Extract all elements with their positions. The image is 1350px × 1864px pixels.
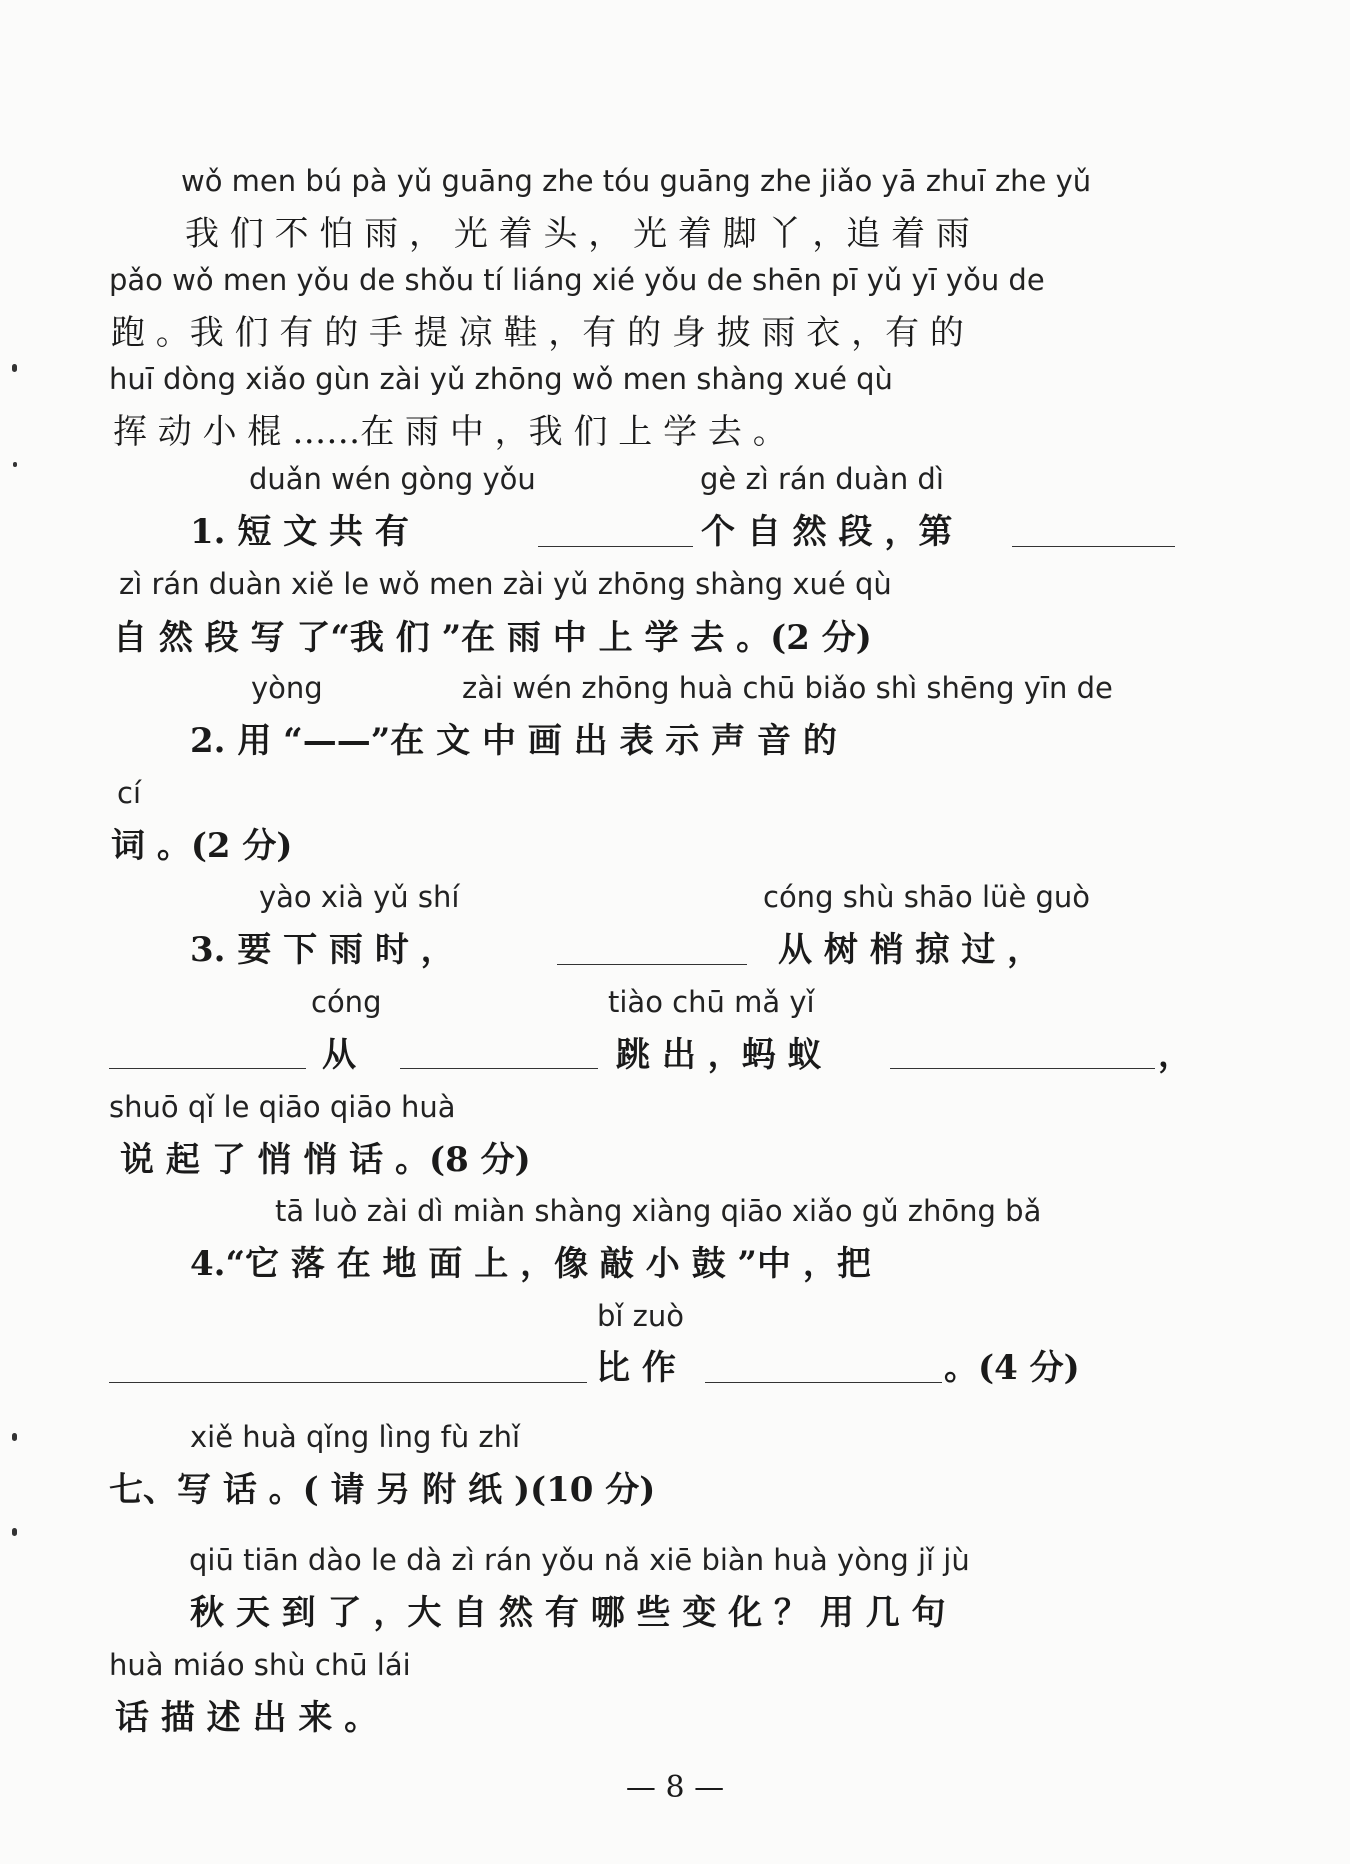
q4-answer-blank-2[interactable]: [705, 1382, 942, 1383]
q2-pinyin-c: cí: [117, 776, 142, 810]
q1-answer-blank-2[interactable]: [1012, 546, 1175, 547]
q4-text-b: 比 作: [596, 1348, 676, 1388]
q3-text-e: ，: [1158, 1035, 1192, 1075]
q4-answer-blank-1[interactable]: [109, 1382, 587, 1383]
q3-pinyin-c: cóng: [311, 985, 382, 1019]
q1-pinyin-b: gè zì rán duàn dì: [700, 462, 944, 496]
q3-text-b: 从 树 梢 掠 过 ，: [778, 930, 1042, 970]
passage-line1-text: 我 们 不 怕 雨 ， 光 着 头 ， 光 着 脚 丫 ，追 着 雨: [185, 214, 970, 254]
q4-pinyin-b: bǐ zuò: [597, 1299, 685, 1333]
q1-answer-blank-1[interactable]: [538, 546, 693, 547]
section7-title: 七、写 话 。( 请 另 附 纸 )(10 分): [109, 1470, 656, 1510]
margin-mark: [12, 1433, 17, 1441]
q3-answer-blank-1[interactable]: [557, 964, 747, 965]
q2-text-a: 2. 用 “——”在 文 中 画 出 表 示 声 音 的: [190, 721, 837, 761]
q1-text-c: 自 然 段 写 了“我 们 ”在 雨 中 上 学 去 。(2 分): [113, 618, 872, 658]
q3-text-d: 跳 出 ，蚂 蚁: [616, 1035, 822, 1075]
page-number: — 8 —: [625, 1770, 725, 1805]
passage-line3-text: 挥 动 小 棍 ……在 雨 中 ，我 们 上 学 去 。: [113, 412, 787, 452]
q1-pinyin-c: zì rán duàn xiě le wǒ men zài yǔ zhōng shàng xué qù: [119, 567, 892, 601]
q4-text-c: 。(4 分): [944, 1348, 1080, 1388]
section7-prompt-pinyin-2: huà miáo shù chū lái: [109, 1648, 411, 1682]
q1-text-a: 1. 短 文 共 有: [190, 512, 409, 552]
q4-text-a: 4.“它 落 在 地 面 上 ，像 敲 小 鼓 ”中 ，把: [190, 1244, 871, 1284]
q3-pinyin-a: yào xià yǔ shí: [259, 880, 460, 914]
passage-line1-pinyin: wǒ men bú pà yǔ guāng zhe tóu guāng zhe jiǎo yā zhuī zhe yǔ: [181, 164, 1092, 198]
q3-text-a: 3. 要 下 雨 时 ，: [190, 930, 455, 970]
q3-pinyin-d: tiào chū mǎ yǐ: [608, 985, 815, 1019]
margin-mark: [12, 364, 17, 372]
q3-pinyin-b: cóng shù shāo lüè guò: [763, 880, 1091, 914]
q2-pinyin-b: zài wén zhōng huà chū biǎo shì shēng yīn de: [462, 671, 1113, 705]
passage-line2-text: 跑 。我 们 有 的 手 提 凉 鞋 ，有 的 身 披 雨 衣 ，有 的: [111, 313, 964, 353]
margin-mark: [13, 462, 17, 467]
q1-pinyin-a: duǎn wén gòng yǒu: [249, 462, 536, 496]
q4-pinyin-a: tā luò zài dì miàn shàng xiàng qiāo xiǎo gǔ zhōng bǎ: [275, 1194, 1042, 1228]
section7-prompt-text: 秋 天 到 了 ，大 自 然 有 哪 些 变 化 ？ 用 几 句: [190, 1593, 946, 1633]
q3-text-c: 从: [322, 1035, 356, 1075]
q3-answer-blank-3[interactable]: [400, 1068, 598, 1069]
q1-text-b: 个 自 然 段 ，第: [701, 512, 953, 552]
q2-pinyin-a: yòng: [251, 671, 323, 705]
q3-text-f: 说 起 了 悄 悄 话 。(8 分): [120, 1140, 531, 1180]
section7-prompt-pinyin: qiū tiān dào le dà zì rán yǒu nǎ xiē biàn huà yòng jǐ jù: [189, 1543, 970, 1577]
passage-line2-pinyin: pǎo wǒ men yǒu de shǒu tí liáng xié yǒu de shēn pī yǔ yī yǒu de: [109, 263, 1045, 297]
section7-prompt-text-2: 话 描 述 出 来 。: [115, 1698, 379, 1738]
q2-text-c: 词 。(2 分): [111, 826, 293, 866]
q3-pinyin-e: shuō qǐ le qiāo qiāo huà: [109, 1090, 456, 1124]
section7-pinyin: xiě huà qǐng lìng fù zhǐ: [190, 1420, 521, 1454]
margin-mark: [12, 1528, 17, 1536]
passage-line3-pinyin: huī dòng xiǎo gùn zài yǔ zhōng wǒ men shàng xué qù: [109, 362, 893, 396]
q3-answer-blank-4[interactable]: [890, 1068, 1155, 1069]
q3-answer-blank-2[interactable]: [109, 1068, 306, 1069]
